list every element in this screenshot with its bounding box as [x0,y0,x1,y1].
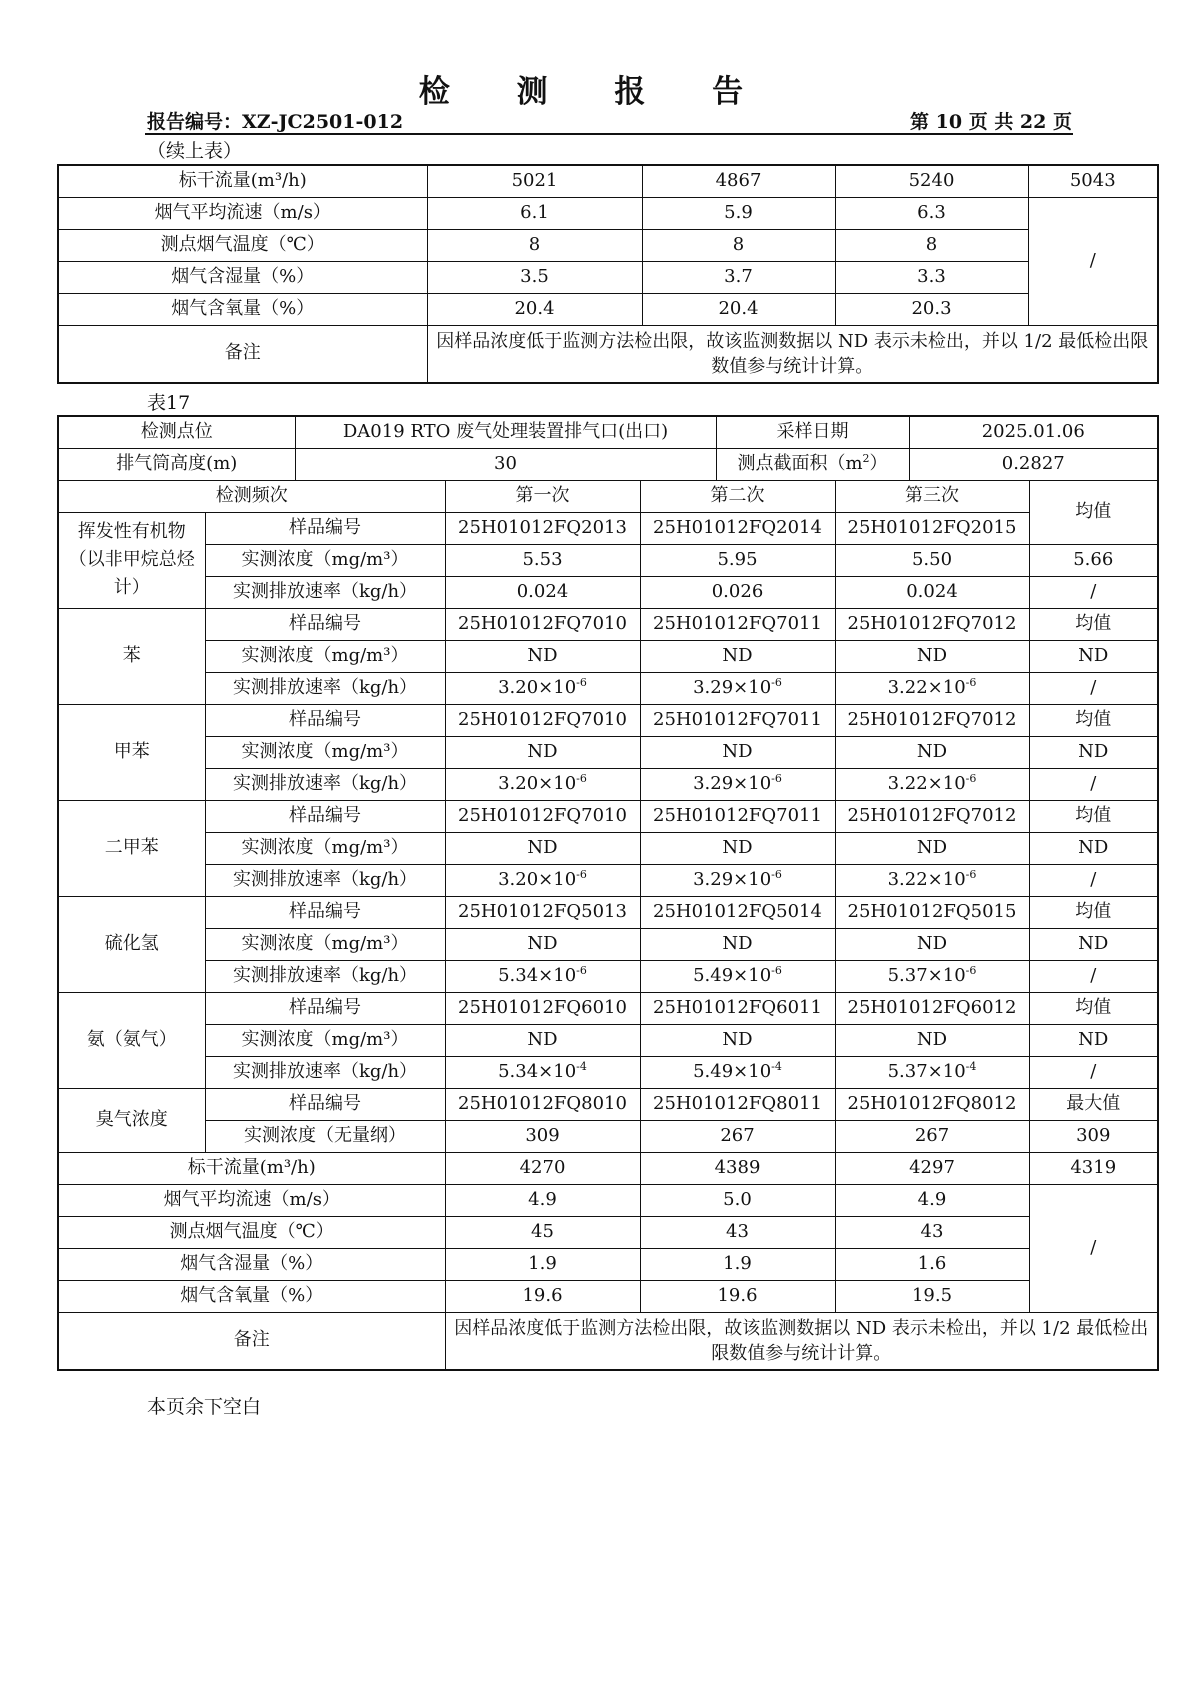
cell-value: 8 [835,229,1028,261]
pollutant-groups [58,608,1158,1088]
row-label: 烟气含氧量（%） [58,293,427,325]
rate-value [445,672,640,704]
sample-id: 25H01012FQ7011 [640,704,835,736]
sample-id: 25H01012FQ2015 [835,512,1029,544]
table-row [58,1248,1158,1280]
odor-value: 267 [835,1120,1029,1152]
row-label: 烟气含湿量（%） [58,261,427,293]
sample-id: 25H01012FQ7011 [640,608,835,640]
rate-mantissa: 3.22 [887,772,928,794]
table-row [58,325,1158,383]
table-row [58,416,1158,448]
table-row [58,896,1158,928]
rate-mantissa: 3.20 [498,676,539,698]
rate-exponent: -6 [771,675,782,689]
odor-group [58,1088,1158,1152]
rate-value [640,1056,835,1088]
times-ten: ×10 [927,772,966,794]
param-label: 烟气含氧量（%） [58,1280,445,1312]
odor-name: 臭气浓度 [58,1088,205,1152]
slash-cell: / [1029,672,1158,704]
param-value: 45 [445,1216,640,1248]
conc-value: ND [445,736,640,768]
rate-mantissa: 3.22 [887,676,928,698]
table-row [58,992,1158,1024]
table-row [58,165,1158,197]
avg-label: 均值 [1029,800,1158,832]
rate-mantissa: 5.34 [498,1060,539,1082]
conc-label: 实测浓度（mg/m³） [205,928,445,960]
cell-value: 8 [427,229,642,261]
cell-value: 5.9 [642,197,835,229]
conc-label: 实测浓度（mg/m³） [205,544,445,576]
param-label: 烟气平均流速（m/s） [58,1184,445,1216]
flow-value: 4389 [640,1152,835,1184]
conc-value: ND [445,640,640,672]
table-row [58,800,1158,832]
times-ten: ×10 [927,964,966,986]
rate-label: 实测排放速率（kg/h） [205,960,445,992]
pollutant-name: 氨（氨气） [58,992,205,1088]
table-row [58,832,1158,864]
conc-value: ND [835,640,1029,672]
sample-id: 25H01012FQ6010 [445,992,640,1024]
table-row [58,512,1158,544]
param-value: 4.9 [835,1184,1029,1216]
run3-header: 第三次 [835,480,1029,512]
table-row [58,1184,1158,1216]
rate-exponent: -6 [576,771,587,785]
avg-label: 均值 [1029,896,1158,928]
sample-id: 25H01012FQ2013 [445,512,640,544]
conc-value: ND [835,1024,1029,1056]
conc-value: ND [835,736,1029,768]
max-header: 最大值 [1029,1088,1158,1120]
cell-value: 5021 [427,165,642,197]
rate-exponent: -6 [576,675,587,689]
height-label: 排气筒高度(m) [58,448,295,480]
cell-value: 3.3 [835,261,1028,293]
sample-id: 25H01012FQ6011 [640,992,835,1024]
sample-id: 25H01012FQ7010 [445,608,640,640]
date-label: 采样日期 [716,416,909,448]
rate-value [835,864,1029,896]
rate-label: 实测排放速率（kg/h） [205,672,445,704]
rate-exponent: -6 [771,771,782,785]
table-17 [57,415,1159,1371]
times-ten: ×10 [733,964,772,986]
conc-value: ND [640,736,835,768]
table-caption: 表17 [147,392,191,414]
odor-value: 267 [640,1120,835,1152]
table-row [58,1216,1158,1248]
area-value: 0.2827 [909,448,1158,480]
sample-id: 25H01012FQ7012 [835,800,1029,832]
rate-value [835,672,1029,704]
height-value: 30 [295,448,716,480]
cell-value: 8 [642,229,835,261]
table-row [58,1312,1158,1370]
table-row [58,197,1158,229]
table-row [58,1120,1158,1152]
rate-exponent: -6 [965,675,977,689]
sample-id: 25H01012FQ5014 [640,896,835,928]
remark-label: 备注 [58,1312,445,1370]
slash-cell: / [1029,864,1158,896]
avg-label: 均值 [1029,992,1158,1024]
times-ten: ×10 [538,676,577,698]
table-row [58,1280,1158,1312]
sample-label: 样品编号 [205,704,445,736]
table-row [58,229,1158,261]
rate-value [445,768,640,800]
table-row [58,1152,1158,1184]
conc-value: 5.53 [445,544,640,576]
conc-value: ND [640,928,835,960]
rate-mantissa: 3.29 [693,676,734,698]
rate-mantissa: 3.20 [498,772,539,794]
rate-mantissa: 5.37 [887,1060,928,1082]
param-value: 19.6 [640,1280,835,1312]
rate-value [835,960,1029,992]
rate-exponent: -6 [771,963,782,977]
slash-cell: / [1029,1056,1158,1088]
flow-value: 4270 [445,1152,640,1184]
page-title: 检 测 报 告 [418,74,772,110]
remark-text: 因样品浓度低于监测方法检出限，故该监测数据以 ND 表示未检出，并以 1/2 最低检出限数值参与统计计算。 [427,325,1158,383]
slash-cell: / [1029,576,1158,608]
conc-value: 5.50 [835,544,1029,576]
param-value: 5.0 [640,1184,835,1216]
avg-header: 均值 [1029,480,1158,544]
pollutant-name: 苯 [58,608,205,704]
param-value: 1.9 [640,1248,835,1280]
rate-mantissa: 5.49 [693,964,734,986]
footer-note: 本页余下空白 [147,1396,262,1418]
times-ten: ×10 [538,964,577,986]
table-row [58,576,1158,608]
rate-value: 0.024 [835,576,1029,608]
rate-exponent: -6 [965,867,977,881]
report-number: 报告编号：XZ-JC2501-012 [147,111,404,133]
table-row [58,640,1158,672]
cell-value: 3.5 [427,261,642,293]
conc-value: ND [640,640,835,672]
table-row [58,480,1158,512]
sample-id: 25H01012FQ6012 [835,992,1029,1024]
param-value: 19.5 [835,1280,1029,1312]
rate-value [835,1056,1029,1088]
times-ten: ×10 [733,1060,772,1082]
point-label: 检测点位 [58,416,295,448]
sample-label: 样品编号 [205,1088,445,1120]
rate-mantissa: 3.22 [887,868,928,890]
merged-slash-cell: / [1028,197,1158,325]
times-ten: ×10 [538,1060,577,1082]
rate-value [445,960,640,992]
sample-id: 25H01012FQ7012 [835,608,1029,640]
times-ten: ×10 [927,1060,966,1082]
param-value: 43 [640,1216,835,1248]
rate-exponent: -6 [771,867,782,881]
rate-mantissa: 5.49 [693,1060,734,1082]
conc-average: ND [1029,640,1158,672]
times-ten: ×10 [733,868,772,890]
sample-id: 25H01012FQ8010 [445,1088,640,1120]
run2-header: 第二次 [640,480,835,512]
rate-mantissa: 5.37 [887,964,928,986]
conc-label: 实测浓度（mg/m³） [205,640,445,672]
rate-value [640,960,835,992]
times-ten: ×10 [733,676,772,698]
table-row [58,864,1158,896]
conc-label: 实测浓度（mg/m³） [205,832,445,864]
cell-value: 20.4 [642,293,835,325]
slash-cell: / [1029,960,1158,992]
sample-id: 25H01012FQ5015 [835,896,1029,928]
sample-label: 样品编号 [205,896,445,928]
conc-value: ND [640,1024,835,1056]
table-row [58,261,1158,293]
conc-value: ND [445,928,640,960]
point-value: DA019 RTO 废气处理装置排气口(出口) [295,416,716,448]
slash-cell: / [1029,768,1158,800]
rate-mantissa: 3.29 [693,868,734,890]
rate-value [640,768,835,800]
rate-exponent: -4 [965,1059,977,1073]
sample-id: 25H01012FQ7012 [835,704,1029,736]
cell-value: 6.3 [835,197,1028,229]
rate-exponent: -6 [965,771,977,785]
rate-exponent: -6 [576,963,587,977]
sample-id: 25H01012FQ8012 [835,1088,1029,1120]
conc-average: 5.66 [1029,544,1158,576]
sample-id: 25H01012FQ7010 [445,704,640,736]
table-row [58,544,1158,576]
odor-max: 309 [1029,1120,1158,1152]
sample-id: 25H01012FQ7010 [445,800,640,832]
cell-value: 20.4 [427,293,642,325]
cell-value: 4867 [642,165,835,197]
cell-value: 5240 [835,165,1028,197]
rate-value [640,672,835,704]
conc-average: ND [1029,832,1158,864]
sample-label: 样品编号 [205,512,445,544]
rate-label: 实测排放速率（kg/h） [205,768,445,800]
header-rule [145,133,1073,135]
times-ten: ×10 [927,868,966,890]
vocs-name: 挥发性有机物（以非甲烷总烃计） [58,512,205,608]
table-row [58,1024,1158,1056]
conc-value: 5.95 [640,544,835,576]
freq-label: 检测频次 [58,480,445,512]
flow-label: 标干流量(m³/h) [58,1152,445,1184]
table-row [58,672,1158,704]
rate-exponent: -4 [576,1059,587,1073]
run1-header: 第一次 [445,480,640,512]
table-row [58,768,1158,800]
conc-value: ND [835,832,1029,864]
rate-value [445,864,640,896]
cell-value: 6.1 [427,197,642,229]
conc-average: ND [1029,1024,1158,1056]
remark-label: 备注 [58,325,427,383]
param-value: 1.9 [445,1248,640,1280]
conc-value: ND [445,1024,640,1056]
cell-value: 20.3 [835,293,1028,325]
pollutant-name: 甲苯 [58,704,205,800]
cell-value: 3.7 [642,261,835,293]
conc-label: 实测浓度（mg/m³） [205,736,445,768]
row-label: 测点烟气温度（℃） [58,229,427,261]
param-value: 1.6 [835,1248,1029,1280]
page-indicator: 第 10 页 共 22 页 [910,111,1072,133]
param-label: 测点烟气温度（℃） [58,1216,445,1248]
times-ten: ×10 [538,868,577,890]
param-value: 4.9 [445,1184,640,1216]
times-ten: ×10 [538,772,577,794]
rate-exponent: -4 [771,1059,782,1073]
area-label: 测点截面积$(m^2)$ [716,448,909,480]
rate-value [445,1056,640,1088]
rate-mantissa: 3.20 [498,868,539,890]
pollutant-name: 硫化氢 [58,896,205,992]
rate-label: 实测排放速率（kg/h） [205,576,445,608]
table-row [58,928,1158,960]
sample-label: 样品编号 [205,608,445,640]
table-row [58,448,1158,480]
times-ten: ×10 [733,772,772,794]
row-label: 烟气平均流速（m/s） [58,197,427,229]
rate-mantissa: 3.29 [693,772,734,794]
param-label: 烟气含湿量（%） [58,1248,445,1280]
param-value: 43 [835,1216,1029,1248]
conc-label: 实测浓度（mg/m³） [205,1024,445,1056]
rate-value: 0.024 [445,576,640,608]
table-row [58,293,1158,325]
rate-value: 0.026 [640,576,835,608]
table-row [58,1088,1158,1120]
sample-label: 样品编号 [205,800,445,832]
conc-value: ND [445,832,640,864]
merged-slash-cell: / [1029,1184,1158,1312]
continued-table [57,164,1159,384]
rate-value [640,864,835,896]
conc-average: ND [1029,928,1158,960]
rate-exponent: -6 [965,963,977,977]
table-row [58,608,1158,640]
param-value: 19.6 [445,1280,640,1312]
remark-text: 因样品浓度低于监测方法检出限，故该监测数据以 ND 表示未检出，并以 1/2 最低检出限数值参与统计计算。 [445,1312,1158,1370]
rate-value [835,768,1029,800]
rate-exponent: -6 [576,867,587,881]
pollutant-name: 二甲苯 [58,800,205,896]
table-row [58,704,1158,736]
rate-label: 实测排放速率（kg/h） [205,864,445,896]
sample-label: 样品编号 [205,992,445,1024]
continued-note: （续上表） [147,140,243,162]
conc-average: ND [1029,736,1158,768]
sample-id: 25H01012FQ5013 [445,896,640,928]
table-row [58,1056,1158,1088]
avg-label: 均值 [1029,704,1158,736]
odor-conc-label: 实测浓度（无量纲） [205,1120,445,1152]
times-ten: ×10 [927,676,966,698]
rate-mantissa: 5.34 [498,964,539,986]
sample-id: 25H01012FQ2014 [640,512,835,544]
table-row [58,736,1158,768]
rate-label: 实测排放速率（kg/h） [205,1056,445,1088]
sample-id: 25H01012FQ8011 [640,1088,835,1120]
row-label: 标干流量(m³/h) [58,165,427,197]
table-row [58,960,1158,992]
sample-id: 25H01012FQ7011 [640,800,835,832]
conc-value: ND [835,928,1029,960]
cell-average: 5043 [1028,165,1158,197]
conc-value: ND [640,832,835,864]
date-value: 2025.01.06 [909,416,1158,448]
avg-label: 均值 [1029,608,1158,640]
flow-average: 4319 [1029,1152,1158,1184]
odor-value: 309 [445,1120,640,1152]
flow-value: 4297 [835,1152,1029,1184]
